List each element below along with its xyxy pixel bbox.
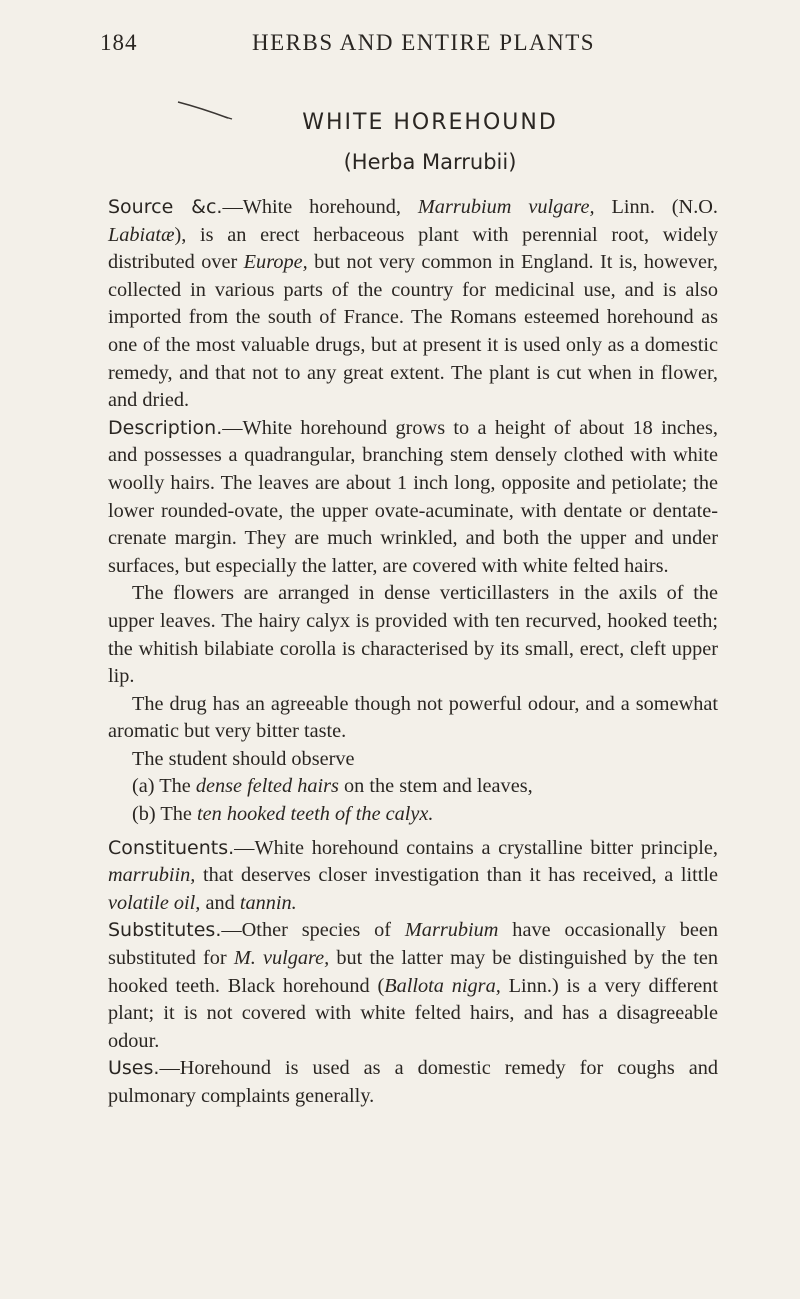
list-marker: (b) — [132, 803, 156, 826]
italic-run: Ballota nigra, — [384, 974, 501, 997]
text-run: and — [200, 891, 240, 914]
text-run: but not very common in England. It is, however, collected in various parts of the country for medicinal use, and is also imported from the south of France. The Romans esteemed horehound as one of the most valuable drugs, but at present it is used only as a domestic remedy, and that not to any great extent. The plant is cut when in flower, and dried. — [108, 251, 718, 412]
uses-paragraph — [108, 1055, 718, 1110]
list-item — [108, 801, 718, 829]
source-paragraph — [108, 194, 718, 415]
section-heading-uses: Uses. — [108, 1057, 160, 1080]
description-paragraph-2: The flowers are arranged in dense verticillasters in the axils of the upper leaves. The hairy calyx is provided with ten recurved, hooked teeth; the whitish bilabiate corolla is characterised by its small, erect, cleft upper lip. — [108, 582, 718, 688]
running-head — [100, 22, 720, 62]
list-marker: (a) — [132, 775, 155, 798]
italic-run: Europe, — [243, 251, 308, 274]
section-heading-source: Source &c. — [108, 196, 223, 218]
italic-run: Marrubium — [404, 919, 499, 942]
text-run: on the stem and leaves, — [338, 775, 533, 798]
text-run: White horehound grows to a height of about 18 inches, and possesses a quadrangular, branching stem densely clothed with white woolly hairs. The leaves are about 1 inch long, opposite and petiolate; the lower rounded-ovate, the upper ovate-acuminate, with dentate or dentate-crenate margin. They are much wrinkled, and both the upper and under surfaces, but especially the latter, are covered with white felted hairs. — [108, 416, 718, 577]
text-run: have occasionally been substituted for — [108, 919, 718, 970]
section-heading-substitutes: Substitutes. — [108, 919, 222, 942]
article-title: WHITE HOREHOUND — [302, 110, 558, 135]
page-number: 184 — [100, 30, 138, 55]
text-run: Other species of — [241, 919, 405, 942]
italic-run: ten hooked teeth of the calyx. — [196, 803, 434, 826]
dash: — — [159, 1057, 180, 1080]
italic-run: tannin. — [239, 891, 297, 914]
text-run: The — [160, 803, 197, 826]
substitutes-paragraph — [108, 917, 718, 1055]
description-paragraph-4: The student should observe — [132, 747, 355, 770]
dash: — — [222, 196, 243, 218]
italic-run: volatile oil, — [108, 891, 201, 914]
text-run: White horehound, — [242, 196, 418, 218]
section-heading-description: Description. — [108, 416, 223, 439]
dash: — — [221, 919, 242, 942]
italic-run: M. vulgare, — [233, 947, 330, 970]
text-run: White horehound contains a crystalline bitter principle, — [254, 836, 718, 859]
dash: — — [234, 836, 255, 859]
text-run: Horehound is used as a domestic remedy for coughs and pulmonary complaints generally. — [108, 1057, 718, 1107]
text-run: The — [159, 775, 196, 798]
text-run: Linn. (N.O. — [594, 196, 718, 218]
constituents-paragraph — [108, 835, 718, 918]
list-item — [108, 773, 718, 801]
italic-run: dense felted hairs — [195, 775, 339, 798]
italic-run: Marrubium vulgare, — [417, 196, 595, 218]
description-paragraph — [108, 415, 718, 581]
italic-run: Labiatæ — [108, 223, 175, 246]
running-title: HERBS AND ENTIRE PLANTS — [252, 30, 596, 55]
italic-run: marrubiin, — [108, 864, 196, 887]
description-paragraph-3: The drug has an agreeable though not powerful odour, and a somewhat aromatic but very bitter taste. — [108, 692, 718, 743]
text-run: ), is an erect herbaceous plant with perennial root, widely distributed over — [108, 223, 718, 274]
text-run: that deserves closer investigation than it has received, a little — [195, 864, 718, 887]
text-run: Linn.) is a very different plant; it is not covered with white felted hairs, and has a disagreeable odour. — [108, 974, 718, 1052]
section-heading-constituents: Constituents. — [108, 836, 235, 859]
text-run: but the latter may be distinguished by the ten hooked teeth. Black horehound ( — [108, 947, 718, 997]
article-body — [108, 194, 718, 1111]
article-subtitle: (Herba Marrubii) — [343, 150, 517, 174]
dash: — — [222, 416, 243, 439]
